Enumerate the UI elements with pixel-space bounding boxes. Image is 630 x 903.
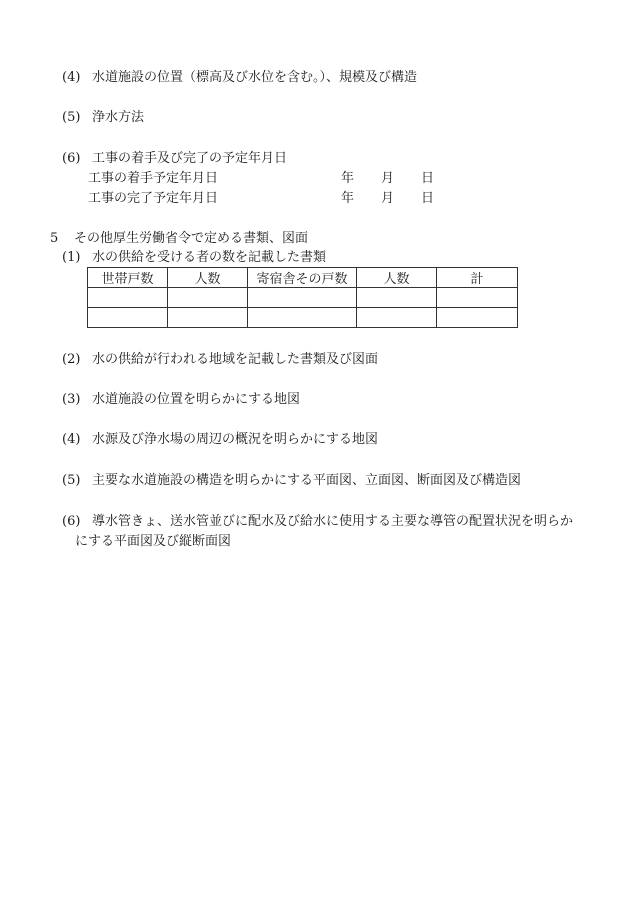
table-cell[interactable] — [168, 288, 248, 308]
table-cell[interactable] — [357, 308, 437, 328]
item-text: 水源及び浄水場の周辺の概況を明らかにする地図 — [92, 432, 379, 447]
table-cell[interactable] — [88, 288, 168, 308]
col-header-persons-2: 人数 — [357, 268, 437, 288]
item-number: (5) — [62, 110, 81, 125]
item-text: 主要な水道施設の構造を明らかにする平面図、立面図、断面図及び構造図 — [92, 473, 522, 488]
item-number: (4) — [62, 432, 81, 447]
table-header-row — [88, 268, 518, 288]
day-label: 日 — [421, 171, 435, 186]
table-cell[interactable] — [88, 308, 168, 328]
item-4-surroundings-map — [62, 432, 378, 448]
day-label: 日 — [421, 191, 435, 206]
col-header-households: 世帯戸数 — [88, 268, 168, 288]
month-label: 月 — [381, 191, 395, 206]
month-label: 月 — [381, 171, 395, 186]
item-6-pipe-drawings — [62, 514, 573, 530]
table-cell[interactable] — [248, 288, 357, 308]
table-cell[interactable] — [248, 308, 357, 328]
population-table — [87, 267, 518, 328]
col-header-total: 計 — [437, 268, 518, 288]
item-3-facility-map — [62, 392, 300, 408]
year-label: 年 — [341, 191, 355, 206]
table-row — [88, 288, 518, 308]
item-6-continuation — [75, 534, 231, 550]
item-number: (5) — [62, 473, 81, 488]
table-cell[interactable] — [357, 288, 437, 308]
start-date-row — [88, 171, 448, 187]
start-date-label: 工事の着手予定年月日 — [88, 171, 219, 186]
item-number: (6) — [62, 151, 81, 166]
item-text: 水の供給が行われる地域を記載した書類及び図面 — [92, 352, 379, 367]
item-number: (3) — [62, 392, 81, 407]
item-5-structure-drawings — [62, 473, 521, 489]
item-text: 水道施設の位置（標高及び水位を含む。）、規模及び構造 — [92, 70, 418, 85]
section-title: その他厚生労働省令で定める書類、図面 — [74, 231, 309, 246]
item-4-structure — [62, 70, 417, 86]
item-text: 浄水方法 — [92, 110, 145, 125]
item-5-purification — [62, 110, 144, 126]
end-date-row — [88, 191, 448, 207]
item-text: 水の供給を受ける者の数を記載した書類 — [92, 250, 327, 265]
table-cell[interactable] — [437, 308, 518, 328]
end-date-label: 工事の完了予定年月日 — [88, 191, 219, 206]
item-6-schedule — [62, 151, 287, 167]
item-number: (6) — [62, 514, 81, 529]
item-number: (4) — [62, 70, 81, 85]
item-text: 工事の着手及び完了の予定年月日 — [92, 151, 288, 166]
item-text: 導水管きょ、送水管並びに配水及び給水に使用する主要な導管の配置状況を明らか — [92, 514, 574, 529]
section-number: 5 — [50, 231, 59, 246]
item-2-supply-area — [62, 352, 378, 368]
item-text-continued: にする平面図及び縦断面図 — [75, 534, 232, 549]
section-5-heading — [50, 231, 308, 247]
table-row — [88, 308, 518, 328]
table-cell[interactable] — [437, 288, 518, 308]
item-text: 水道施設の位置を明らかにする地図 — [92, 392, 301, 407]
item-1-population-doc — [62, 250, 326, 266]
table-cell[interactable] — [168, 308, 248, 328]
col-header-dormitory-units: 寄宿舎その戸数 — [248, 268, 357, 288]
item-number: (1) — [62, 250, 81, 265]
item-number: (2) — [62, 352, 81, 367]
year-label: 年 — [341, 171, 355, 186]
col-header-persons: 人数 — [168, 268, 248, 288]
